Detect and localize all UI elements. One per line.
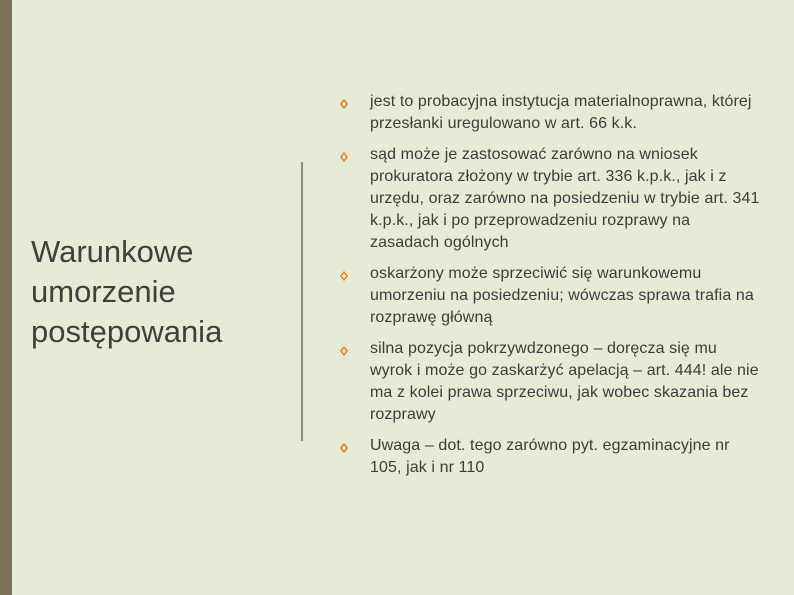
title-line-3: postępowania [31,314,223,349]
bullet-text: silna pozycja pokrzywdzonego – doręcza się mu wyrok i może go zaskarżyć apelacją – art. 444! ale nie ma z kolei prawa sprzeciwu, jak wobec skazania bez rozprawy [370,340,759,423]
orange-diamond-bullet-icon [340,443,348,453]
bullet-item [340,91,760,135]
bullet-text: oskarżony może sprzeciwić się warunkowemu umorzeniu na posiedzeniu; wówczas sprawa trafia na rozprawę główną [370,265,754,326]
slide-title [31,232,291,352]
bullet-list [340,91,760,488]
orange-diamond-bullet-icon [340,271,348,281]
bullet-item [340,263,760,329]
vertical-divider [301,162,303,441]
left-accent-bar [0,0,12,595]
bullet-item [340,435,760,479]
bullet-text: sąd może je zastosować zarówno na wniosek prokuratora złożony w trybie art. 336 k.p.k., jak i z urzędu, oraz zarówno na posiedzeniu w trybie art. 341 k.p.k., jak i po przeprowadzeniu rozprawy na zasadach ogólnych [370,146,760,251]
orange-diamond-bullet-icon [340,99,348,109]
title-line-2: umorzenie [31,274,176,309]
bullet-item [340,338,760,426]
bullet-item [340,144,760,254]
orange-diamond-bullet-icon [340,346,348,356]
bullet-text: jest to probacyjna instytucja materialnoprawna, której przesłanki uregulowano w art. 66 k.k. [370,93,752,132]
orange-diamond-bullet-icon [340,152,348,162]
title-line-1: Warunkowe [31,234,194,269]
bullet-text: Uwaga – dot. tego zarówno pyt. egzaminacyjne nr 105, jak i nr 110 [370,437,730,476]
